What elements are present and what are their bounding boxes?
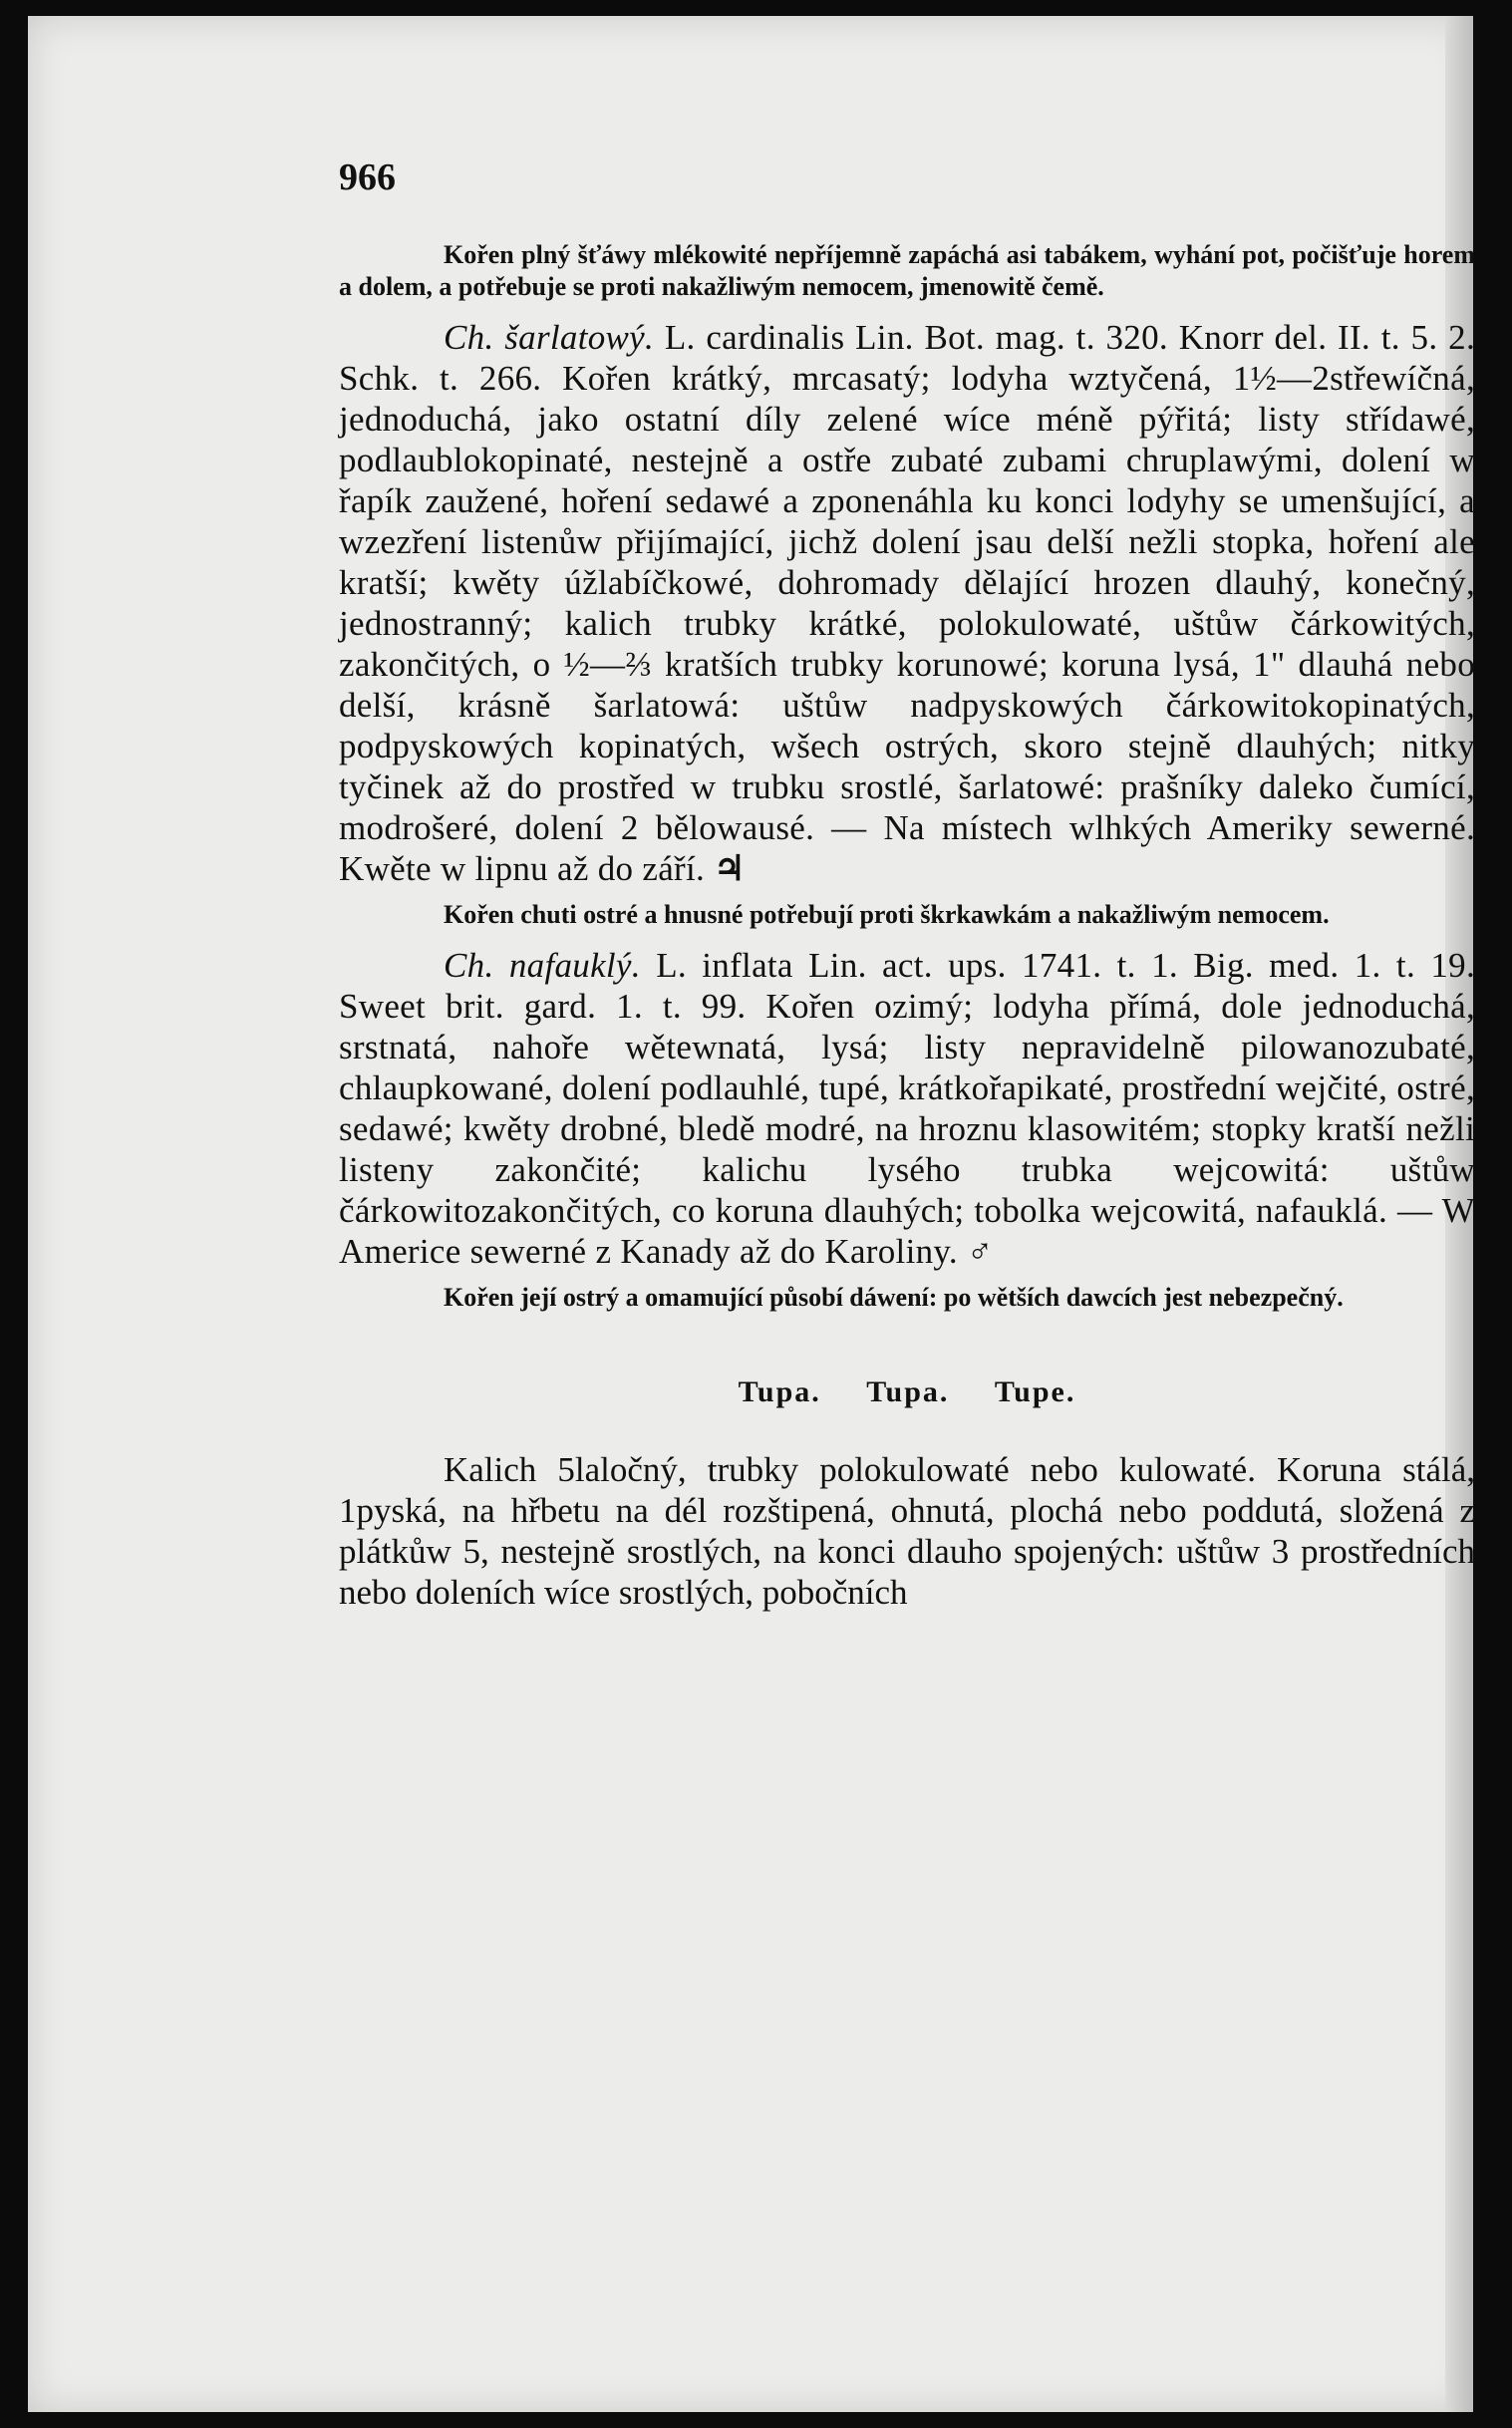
perennial-symbol: ♃: [714, 849, 746, 888]
species-2-description: Kořen ozimý; lodyha přímá, dole jednoduchá, srstnatá, nahoře wětewnatá, lysá; listy nepravidelně pilowanozubaté, chlaupkowané, dolení podlauhlé, tupé, krátkořapikaté, prostřední wejčité, ostré, sedawé; kwěty drobné, bledě modré, na hroznu klasowitém; stopky kratší nežli listeny zakončité; kalichu lysého trubka wejcowitá: uštůw čárkowitozakončitých, co koruna dlauhých; tobolka wejcowitá, nafauklá. — W Americe sewerné z Kanady až do Karoliny.: [339, 987, 1476, 1271]
species-entry-1: [339, 317, 1475, 889]
species-2-name: Ch. nafauklý.: [444, 946, 641, 985]
species-1-citation: L. cardinalis Lin. Bot. mag. t. 320. Knorr del. II. t. 5. 2. Schk. t. 266.: [339, 318, 1475, 398]
page-content: [339, 155, 1475, 1613]
species-2-citation: L. inflata Lin. act. ups. 1741. t. 1. Big. med. 1. t. 19. Sweet brit. gard. 1. t. 99.: [339, 946, 1475, 1026]
usage-note-2: Kořen chuti ostré a hnusné potřebují proti škrkawkám a nakažliwým nemocem.: [444, 900, 1330, 929]
species-entry-2: [339, 945, 1475, 1272]
biennial-symbol: ♂: [967, 1232, 994, 1271]
species-1-name: Ch. šarlatowý.: [444, 318, 655, 357]
species-1-description: Kořen krátký, mrcasatý; lodyha wztyčená, 1½—2střewíčná, jednoduchá, jako ostatní díly zelené wíce méně pýřitá; listy střídawé, podlaublokopinaté, nestejně a ostře zubaté zubami chruplawými, dolení w řapík zaužené, hoření sedawé a zponenáhla ku konci lodyhy se umenšující, a wzezření listenůw přijímající, jichž dolení jsau delší nežli stopka, hoření ale kratší; kwěty úžlabíčkowé, dohromady dělající hrozen dlauhý, konečný, jednostranný; kalich trubky krátké, polokulowaté, uštůw čárkowitých, zakončitých, o ½—⅔ kratších trubky korunowé; koruna lysá, 1" dlauhá nebo delší, krásně šarlatowá: uštůw nadpyskowých čárkowitokopinatých, podpyskowých kopinatých, wšech ostrých, skoro stejně dlauhých; nitky tyčinek až do prostřed w trubku srostlé, šarlatowé: prašníky daleko čumící, modrošeré, dolení 2 bělowausé. — Na místech wlhkých Ameriky sewerné. Kwěte w lipnu až do září.: [339, 359, 1475, 888]
usage-note-1: Kořen plný šťáwy mlékowité nepříjemně zapáchá asi tabákem, wyhání pot, počišťuje horem a dolem, a potřebuje se proti nakažliwým nemocem, jmenowitě čemě.: [339, 240, 1475, 301]
page-number: 966: [339, 156, 396, 198]
genus-heading: [339, 1375, 1475, 1409]
genus-description: Kalich 5laločný, trubky polokulowaté nebo kulowaté. Koruna stálá, 1pyská, na hřbetu na dél rozštipená, ohnutá, plochá nebo poddutá, složená z plátkůw 5, nestejně srostlých, na konci dlauho spojených: uštůw 3 prostředních nebo doleních wíce srostlých, pobočních: [339, 1450, 1475, 1612]
genus-heading-1: Tupa.: [738, 1375, 821, 1408]
usage-note-3: Kořen její ostrý a omamující působí dáwení: po wětších dawcích jest nebezpečný.: [444, 1283, 1344, 1312]
book-page: [28, 16, 1476, 2412]
genus-heading-3: Tupe.: [994, 1375, 1076, 1408]
genus-heading-2: Tupa.: [866, 1375, 950, 1408]
